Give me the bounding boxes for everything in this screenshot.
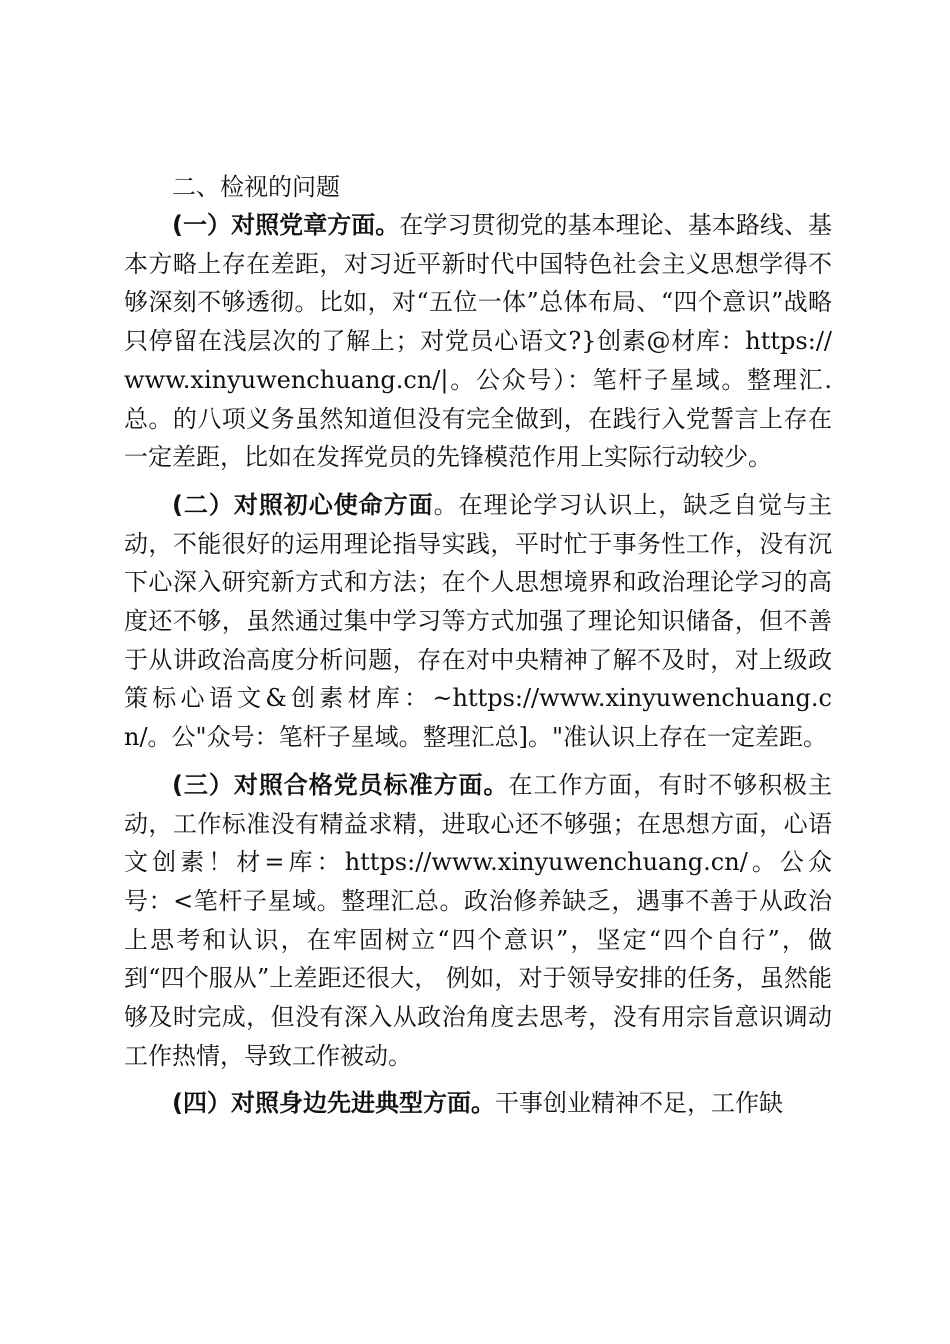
- paragraph-lead: (一）对照党章方面。: [172, 211, 400, 239]
- paragraph-member-standard: [124, 766, 832, 1076]
- paragraph-party-constitution: [124, 206, 832, 477]
- section-heading: 二、检视的问题: [172, 173, 340, 201]
- paragraph-lead: (二）对照初心使命方面: [172, 490, 434, 519]
- paragraph-original-mission: [124, 486, 832, 757]
- paragraph-lead: (三）对照合格党员标准方面。: [172, 770, 509, 799]
- paragraph-body: 在学习贯彻党的基本理论、基本路线、基本方略上存在差距，对习近平新时代中国特色社会主义思想学得不够深刻不够透彻。比如，对“五位一体”总体布局、“四个意识”战略只停留在浅层次的了解上；对党员心语文?}创素@材库：https://www.xinyuwenchuang.cn/|。公众号）：笔杆子星域。整理汇.总。的八项义务虽然知道但没有完全做到，在践行入党誓言上存在一定差距，比如在发挥党员的先锋模范作用上实际行动较少。: [124, 211, 833, 472]
- document-page: [124, 168, 832, 1132]
- paragraph-body: 干事创业精神不足，工作缺: [494, 1089, 783, 1118]
- paragraph-lead: (四）对照身边先进典型方面。: [172, 1089, 495, 1118]
- paragraph-body: 。在理论学习认识上，缺乏自觉与主动，不能很好的运用理论指导实践，平时忙于事务性工作，没有沉下心深入研究新方式和方法；在个人思想境界和政治理论学习的高度还不够，虽然通过集中学习等方式加强了理论知识储备，但不善于从讲政治高度分析问题，存在对中央精神了解不及时，对上级政策标心语文&创素材库：~https://www.xinyuwenchuang.cn/。公"众号：笔杆子星域。整理汇总]。"准认识上存在一定差距。: [124, 490, 833, 752]
- paragraph-body: 在工作方面，有时不够积极主动，工作标准没有精益求精，进取心还不够强；在思想方面，心语文创素！材=库：https://www.xinyuwenchuang.cn/。公众号：<笔杆子星域。整理汇总。政治修养缺乏，遇事不善于从政治上思考和认识，在牢固树立“四个意识”，坚定“四个自行”，做到“四个服从”上差距还很大， 例如，对于领导安排的任务，虽然能够及时完成，但没有深入从政治角度去思考，没有用宗旨意识调动工作热情，导致工作被动。: [124, 770, 833, 1070]
- paragraph-advanced-models: [124, 1084, 832, 1123]
